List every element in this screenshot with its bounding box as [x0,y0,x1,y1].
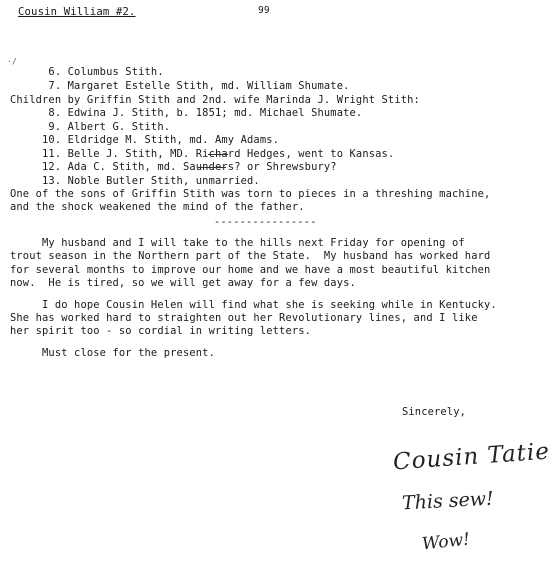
list-line: and the shock weakened the mind of the father. [10,201,305,213]
list-line: Children by Griffin Stith and 2nd. wife Marinda J. Wright Stith: [10,94,420,106]
paragraph-line: her spirit too - so cordial in writing letters. [10,325,312,337]
page-number: 99 [258,5,270,16]
list-line: 10. Eldridge M. Stith, md. Amy Adams. [10,134,280,146]
list-line: 11. Belle J. Stith, MD. Richard Hedges, went to Kansas. [10,148,395,160]
handwritten-note: Wow! [421,529,471,555]
list-line: 7. Margaret Estelle Stith, md. William Shumate. [10,80,350,92]
list-line: 13. Noble Butler Stith, unmarried. [10,175,260,187]
paragraph-line: My husband and I will take to the hills next Friday for opening of [10,237,465,249]
list-line: 6. Columbus Stith. [10,66,164,78]
list-line: One of the sons of Griffin Stith was torn to pieces in a threshing machine, [10,188,491,200]
list-line: 12. Ada C. Stith, md. Saunders? or Shrewsbury? [10,161,337,173]
handwritten-signature: Cousin Tatie [392,438,551,476]
handwritten-note: This sew! [401,487,495,515]
list-line: 9. Albert G. Stith. [10,121,171,133]
paragraph-line: I do hope Cousin Helen will find what she is seeking while in Kentucky. [10,299,497,311]
paragraph-line: now. He is tired, so we will get away for a few days. [10,277,356,289]
letter-title: Cousin William #2. [18,6,136,18]
closing-sentence: Must close for the present. [10,347,215,359]
paragraph-line: trout season in the Northern part of the State. My husband has worked hard [10,250,491,262]
margin-mark: ·/ [7,57,17,66]
paragraph-line: for several months to improve our home and we have a most beautiful kitchen [10,264,491,276]
paragraph-line: She has worked hard to straighten out her Revolutionary lines, and I like [10,312,478,324]
list-line: 8. Edwina J. Stith, b. 1851; md. Michael Shumate. [10,107,363,119]
section-separator: ---------------- [214,216,317,228]
strikeout-mark [208,154,228,155]
strikeout-mark [198,167,226,168]
valediction: Sincerely, [402,406,467,418]
